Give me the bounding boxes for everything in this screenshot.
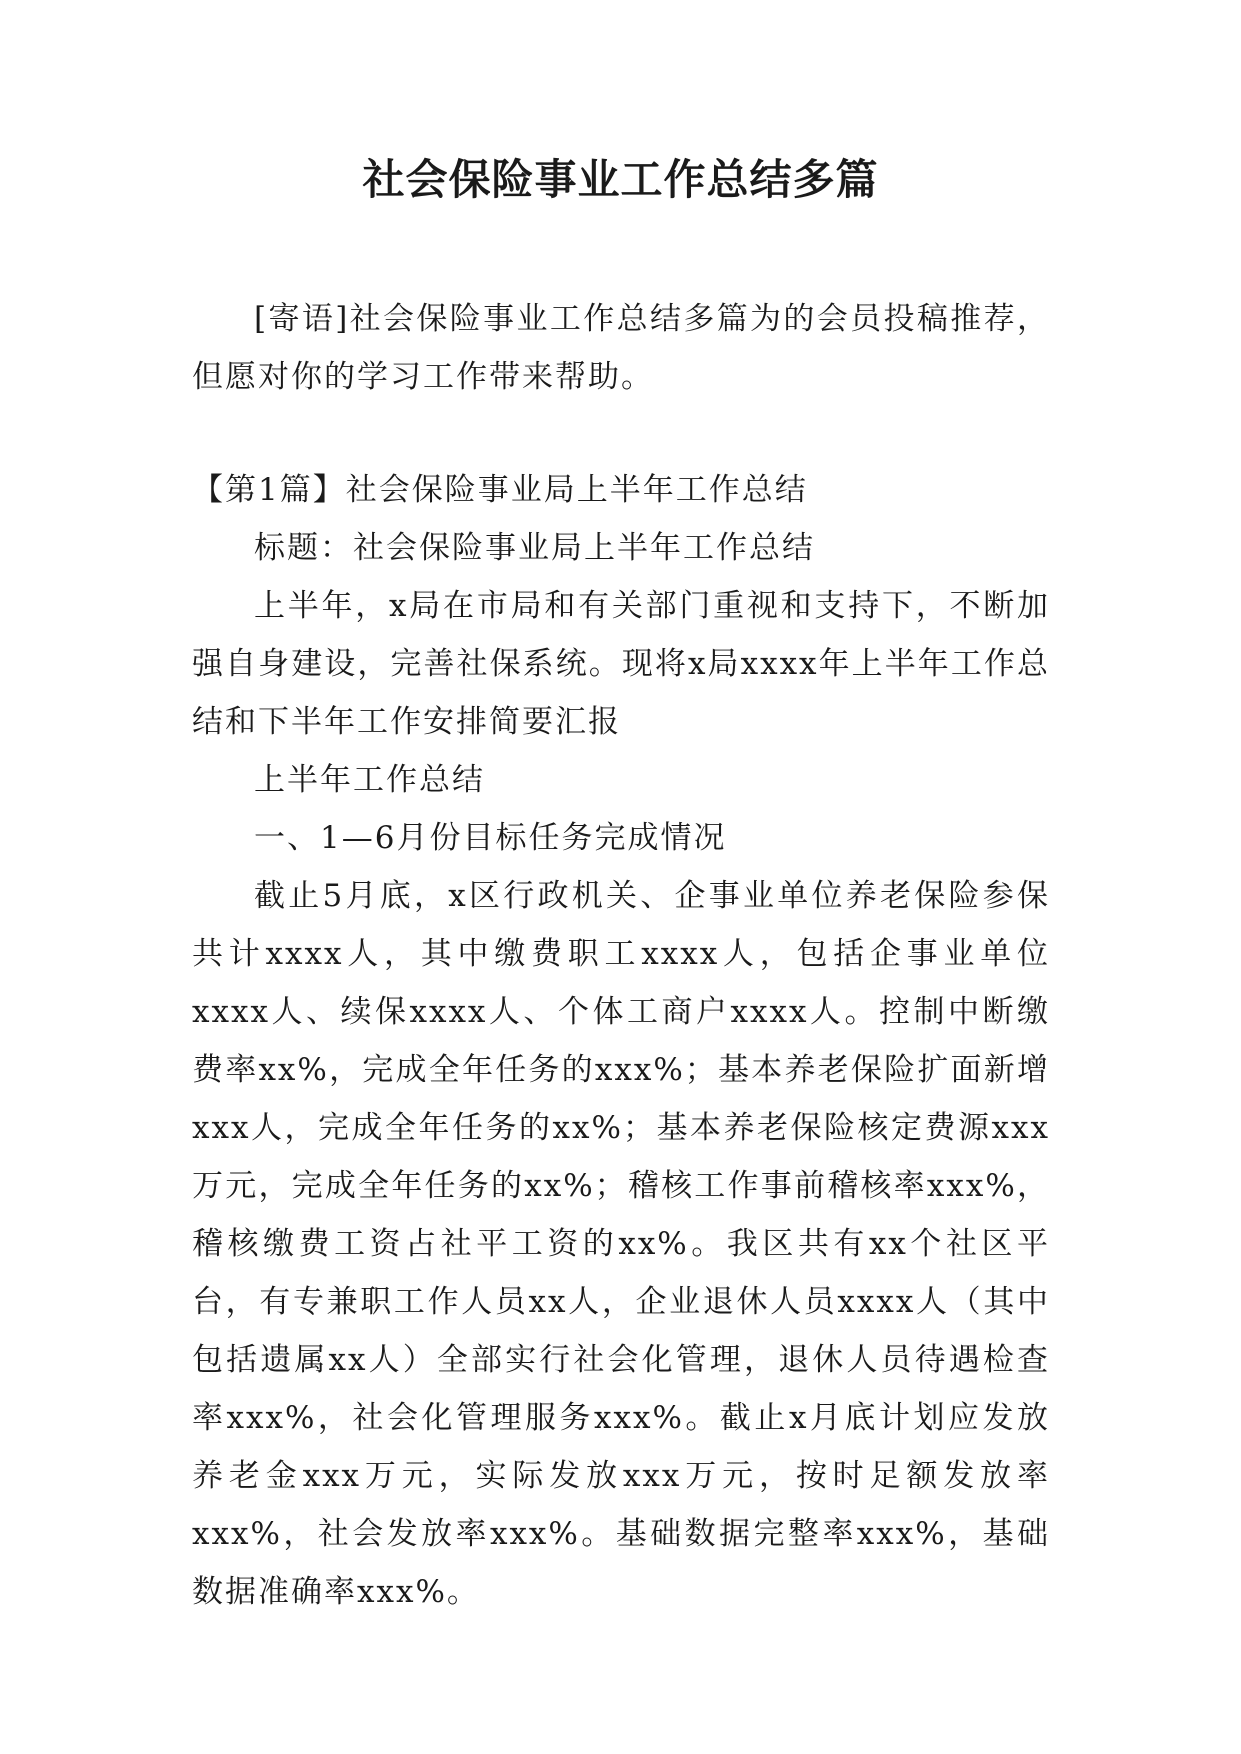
subheading-paragraph: 一、1—6月份目标任务完成情况	[254, 820, 727, 856]
document-body	[192, 290, 1050, 1621]
body-paragraph: 截止5月底，x区行政机关、企事业单位养老保险参保共计xxxx人，其中缴费职工xxxx人，包括企事业单位xxxx人、续保xxxx人、个体工商户xxxx人。控制中断缴费率xx%，完成全年任务的xxx%；基本养老保险扩面新增xxx人，完成全年任务的xx%；基本养老保险核定费源xxx万元，完成全年任务的xx%；稽核工作事前稽核率xxx%，稽核缴费工资占社平工资的xx%。我区共有xx个社区平台，有专兼职工作人员xx人，企业退休人员xxxx人（其中包括遗属xx人）全部实行社会化管理，退休人员待遇检查率xxx%，社会化管理服务xxx%。截止x月底计划应发放养老金xxx万元，实际发放xxx万元，按时足额发放率xxx%，社会发放率xxx%。基础数据完整率xxx%，基础数据准确率xxx%。	[192, 878, 1050, 1610]
body-paragraph: 上半年，x局在市局和有关部门重视和支持下，不断加强自身建设，完善社保系统。现将x局xxxx年上半年工作总结和下半年工作安排简要汇报	[192, 588, 1050, 740]
document-title: 社会保险事业工作总结多篇	[362, 155, 879, 204]
section-heading: 【第1篇】社会保险事业局上半年工作总结	[192, 472, 808, 508]
subtitle-paragraph: 标题：社会保险事业局上半年工作总结	[254, 530, 815, 566]
subheading-paragraph: 上半年工作总结	[254, 762, 485, 798]
intro-paragraph: [寄语]社会保险事业工作总结多篇为的会员投稿推荐，但愿对你的学习工作带来帮助。	[192, 301, 1050, 395]
paragraph-gap	[192, 406, 1050, 461]
